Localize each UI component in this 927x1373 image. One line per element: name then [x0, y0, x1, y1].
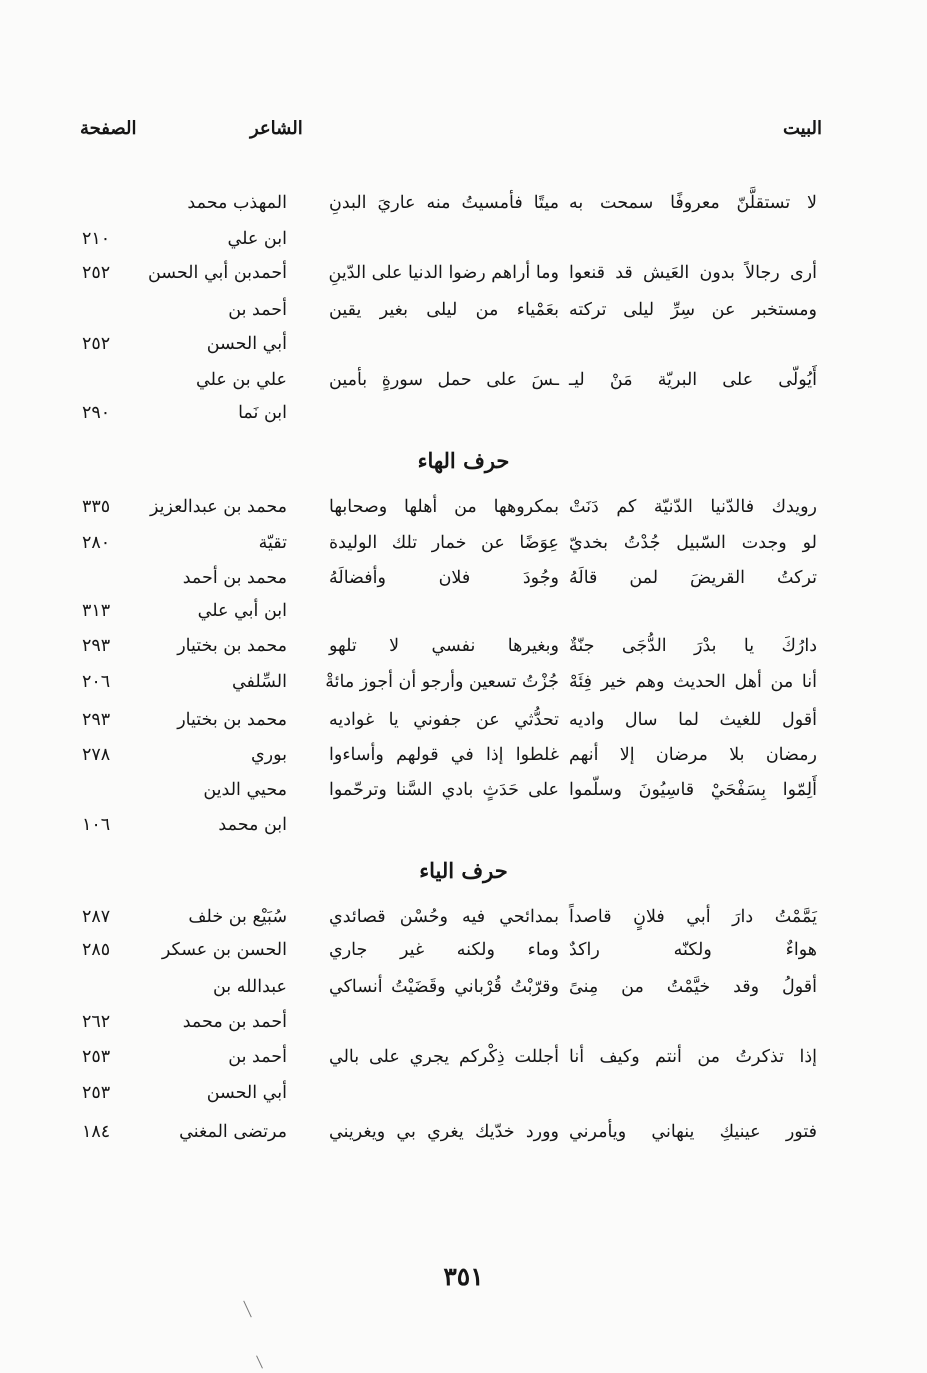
verse-second-hemistich: وجُودَ فلان وأفضالَهُ — [329, 568, 559, 588]
verse-first-hemistich: أقولُ وقد خيَّمْتُ من مِنىً — [569, 977, 817, 997]
page-ref: ٣١٣ — [82, 601, 111, 621]
table-row — [0, 327, 927, 361]
page-ref: ١٠٦ — [82, 815, 111, 835]
table-row — [0, 526, 927, 560]
table-row — [0, 186, 927, 220]
poet-name: أبي الحسن — [206, 1083, 287, 1103]
verse-first-hemistich: أَيُولّى على البريّة مَنْ ليـ — [569, 370, 817, 390]
verse-first-hemistich: فتور عينيكِ ينهاني ويأمرني — [569, 1122, 817, 1142]
verse-first-hemistich: لا تستقلَّنّ معروفًا سمحت به — [569, 193, 817, 213]
page-ref: ٢٧٨ — [82, 745, 111, 765]
poet-name: محيي الدين — [203, 780, 287, 800]
table-row — [0, 629, 927, 663]
verse-second-hemistich: وقرّبْتُ قُرْباني وقَضَيْتُ أنساكي — [329, 977, 559, 997]
table-row — [0, 773, 927, 807]
page-ref: ٢٨٧ — [82, 907, 111, 927]
table-row — [0, 1115, 927, 1149]
table-row — [0, 396, 927, 430]
page-ref: ٢٨٥ — [82, 940, 111, 960]
scan-mark — [243, 1301, 252, 1318]
poet-name: علي بن علي — [196, 370, 287, 390]
poet-name: السِّلفي — [231, 672, 287, 692]
table-row — [0, 900, 927, 934]
table-row — [0, 1005, 927, 1039]
poet-name: أحمدبن أبي الحسن — [147, 263, 287, 283]
table-row — [0, 363, 927, 397]
table-row — [0, 703, 927, 737]
verse-second-hemistich: جُزْتُ تسعين وأرجو أن أجوز مائةْ — [325, 672, 559, 692]
poet-name: المهذب محمد — [187, 193, 287, 213]
verse-first-hemistich: يَمَّمْتُ دارَ أبي فلانٍ قاصداً — [569, 907, 817, 927]
table-row — [0, 665, 927, 699]
table-row — [0, 222, 927, 256]
verse-second-hemistich: تحدُّثي عن جفوني يا غواديه — [329, 710, 559, 730]
poet-name: أحمد بن — [228, 1047, 287, 1067]
poet-name: الحسن بن عسكر — [161, 940, 287, 960]
table-row — [0, 933, 927, 967]
verse-first-hemistich: ومستخبر عن سِرِّ ليلى تركته — [569, 300, 817, 320]
poet-name: ابن علي — [227, 229, 287, 249]
poet-name: سُبَيْع بن خلف — [188, 907, 287, 927]
poet-name: أحمد بن — [228, 300, 287, 320]
verse-first-hemistich: أرى رجالاً بدون العَيش قد قنعوا — [569, 263, 817, 283]
verse-first-hemistich: رمضان بلا مرضان إلا أنهم — [569, 745, 817, 765]
page-ref: ٢٦٢ — [82, 1012, 111, 1032]
verse-second-hemistich: بمدائحي فيه وحُسْن قصائدي — [329, 907, 559, 927]
verse-second-hemistich: وما أراهم رضوا الدنيا على الدّينِ — [328, 263, 559, 283]
verse-first-hemistich: إذا تذكرتُ من أنتم وكيف أنا — [569, 1047, 817, 1067]
page-ref: ٢٩٣ — [82, 636, 111, 656]
poet-name: أبي الحسن — [206, 334, 287, 354]
header-poet: الشاعر — [250, 118, 303, 139]
page-ref: ٢١٠ — [82, 229, 111, 249]
page-ref: ٣٣٥ — [82, 497, 111, 517]
table-row — [0, 808, 927, 842]
poet-name: عبدالله بن — [212, 977, 287, 997]
verse-first-hemistich: رويدك فالدّنيا الدّنيّة كم دَنَتْ — [569, 497, 817, 517]
table-row — [0, 738, 927, 772]
poet-name: أحمد بن محمد — [182, 1012, 287, 1032]
page-ref: ٢٥٢ — [82, 334, 111, 354]
table-row — [0, 490, 927, 524]
verse-first-hemistich: لو وجدت السّبيل جُدْتُ بخديّ — [569, 533, 817, 553]
poet-name: تقيّة — [258, 533, 287, 553]
verse-first-hemistich: دارُكَ يا بدْرَ الدُّجَى جنّةٌ — [569, 636, 817, 656]
page-number: ٣٥١ — [443, 1262, 484, 1291]
verse-second-hemistich: ـسَ على حمل سورةٍ بأمين — [329, 370, 559, 390]
poet-name: محمد بن أحمد — [182, 568, 287, 588]
page-ref: ٢٥٣ — [82, 1047, 111, 1067]
table-row — [0, 594, 927, 628]
verse-second-hemistich: أجللت ذِكْركم يجري على بالي — [329, 1047, 559, 1067]
verse-second-hemistich: وماء ولكنه غير جاري — [329, 940, 559, 960]
verse-second-hemistich: عِوَضًا عن خمار تلك الوليدة — [329, 533, 559, 553]
verse-second-hemistich: بمكروهها من أهلها وصحابها — [329, 497, 559, 517]
verse-second-hemistich: بعَمْياء من ليلى بغير يقين — [329, 300, 559, 320]
section-title-ya: حرف الياء — [419, 858, 508, 883]
table-row — [0, 256, 927, 290]
verse-first-hemistich: هواءٌ ولكنّه راكدٌ — [569, 940, 817, 960]
poet-name: ابن أبي علي — [197, 601, 287, 621]
verse-second-hemistich: غلطوا إذا في قولهم وأساءوا — [329, 745, 559, 765]
page-ref: ٢٩٣ — [82, 710, 111, 730]
verse-first-hemistich: تركتُ القريضَ لمن قالَهُ — [569, 568, 817, 588]
page-ref: ٢٩٠ — [82, 403, 111, 423]
page-ref: ١٨٤ — [82, 1122, 111, 1142]
verse-first-hemistich: أَلِمّوا بِسَفْحَيْ قاسِيُونَ وسلّموا — [569, 780, 817, 800]
page-ref: ٢٥٣ — [82, 1083, 111, 1103]
table-row — [0, 293, 927, 327]
table-row — [0, 1040, 927, 1074]
page-ref: ٢٨٠ — [82, 533, 111, 553]
poet-name: ابن نَما — [238, 403, 287, 423]
poet-name: ابن محمد — [218, 815, 287, 835]
verse-first-hemistich: أقول للغيث لما سال واديه — [569, 710, 817, 730]
poet-name: محمد بن بختيار — [177, 636, 287, 656]
verse-second-hemistich: وبغيرها نفسي لا تلهو — [329, 636, 559, 656]
verse-second-hemistich: على حَدَثٍ بادي السَّنا وترحّموا — [329, 780, 559, 800]
scan-mark — [256, 1355, 263, 1368]
poet-name: محمد بن بختيار — [177, 710, 287, 730]
table-row — [0, 1076, 927, 1110]
verse-first-hemistich: أنا من أهل الحديث وهم خير فِئَهْ — [569, 672, 817, 692]
table-row — [0, 970, 927, 1004]
verse-second-hemistich: وورد خدّيك يغري بي ويغريني — [329, 1122, 559, 1142]
verse-second-hemistich: ميتًا فأمسيتُ منه عاريَ البدنِ — [329, 193, 559, 213]
table-row — [0, 561, 927, 595]
header-verse: البيت — [782, 118, 822, 139]
poet-name: مرتضى المغني — [179, 1122, 287, 1142]
header-page: الصفحة — [80, 118, 137, 139]
page-ref: ٢٥٢ — [82, 263, 111, 283]
poet-name: محمد بن عبدالعزيز — [149, 497, 287, 517]
page-ref: ٢٠٦ — [82, 672, 111, 692]
poet-name: بوري — [250, 745, 287, 765]
section-title-ha: حرف الهاء — [417, 448, 510, 473]
